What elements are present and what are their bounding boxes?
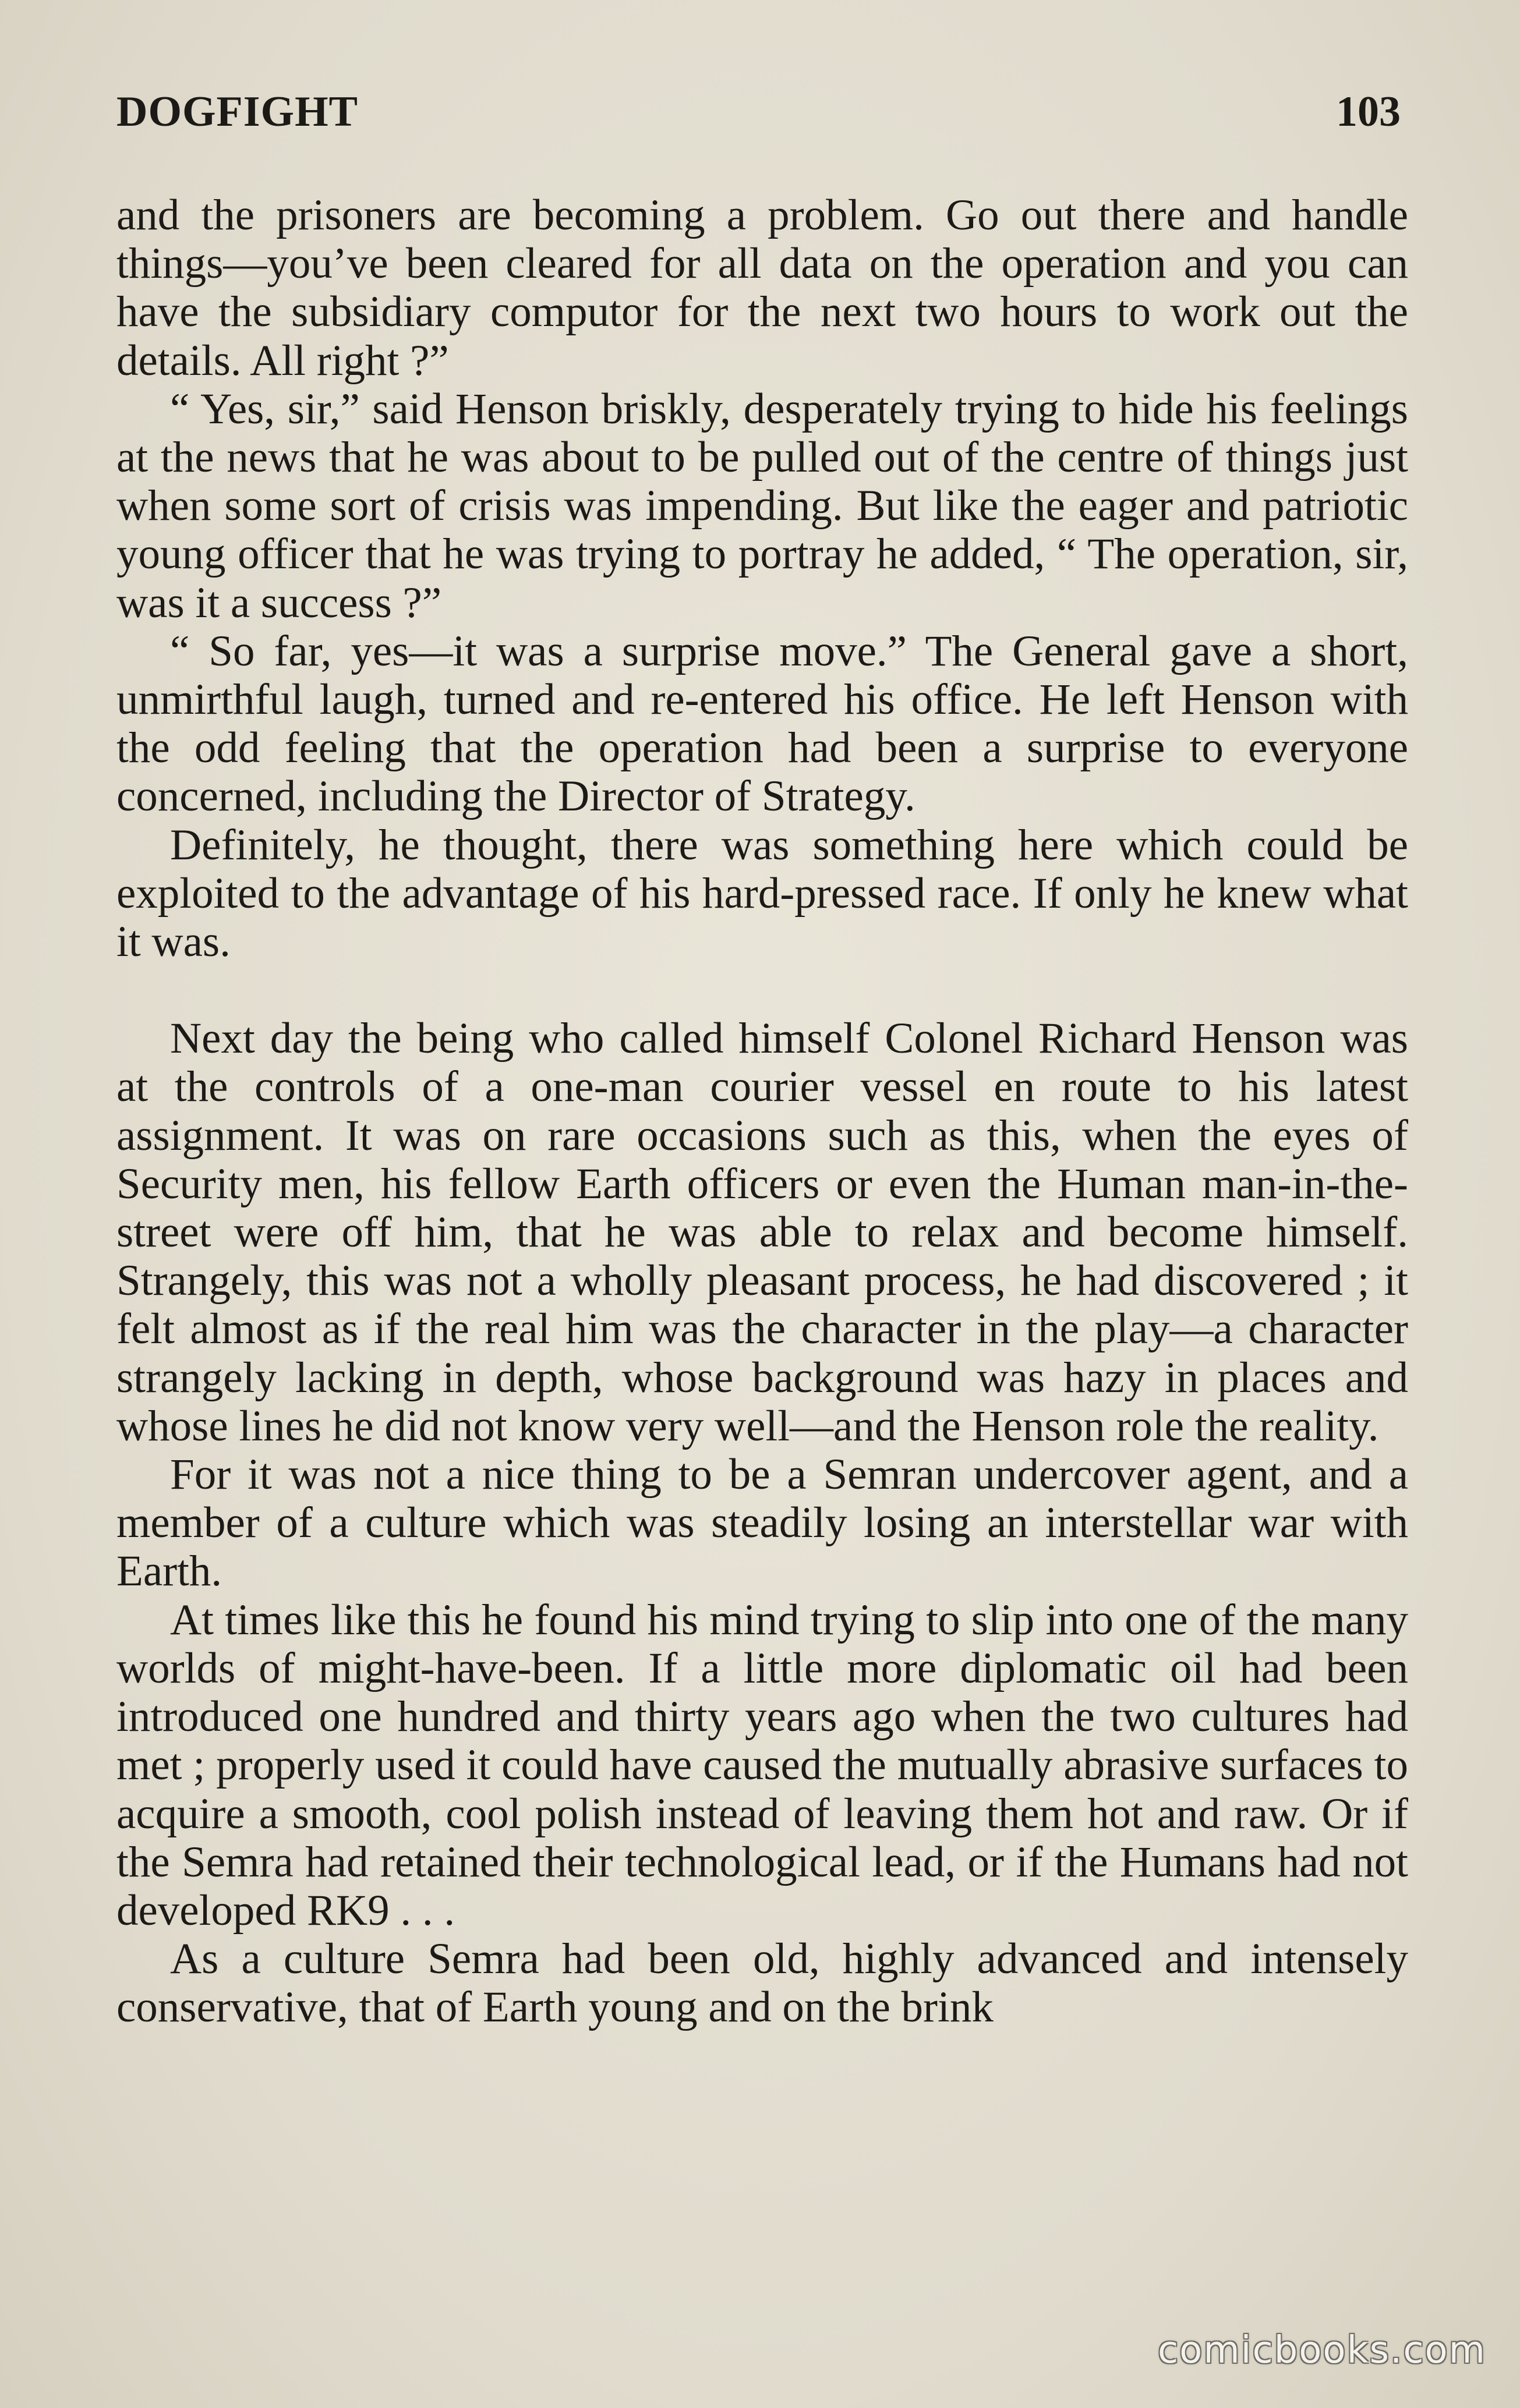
paragraph: and the prisoners are becoming a problem. Go out there and handle things—you’ve been cleared for all data on the operation and you can have the subsidiary computor for the next two hours to work out the details. All right ?” bbox=[116, 191, 1408, 385]
watermark: comicbooks.com bbox=[1157, 2329, 1486, 2372]
paragraph: At times like this he found his mind trying to slip into one of the many worlds of might-have-been. If a little more diplomatic oil had been introduced one hundred and thirty years ago when the two cultures had met ; properly used it could have caused the mutually abrasive surfaces to acquire a smooth, cool polish instead of leaving them hot and raw. Or if the Semra had retained their technological lead, or if the Humans had not developed RK9 . . . bbox=[116, 1595, 1408, 1935]
running-title: DOGFIGHT bbox=[116, 88, 359, 136]
body-text bbox=[116, 191, 1408, 2032]
paragraph: Next day the being who called himself Colonel Richard Henson was at the controls of a one-man courier vessel en route to his latest assignment. It was on rare occasions such as this, when the eyes of Security men, his fellow Earth officers or even the Human man-in-the-street were off him, that he was able to relax and become himself. Strangely, this was not a wholly pleasant process, he had discovered ; it felt almost as if the real him was the character in the play—a character strangely lacking in depth, whose background was hazy in places and whose lines he did not know very well—and the Henson role the reality. bbox=[116, 1014, 1408, 1450]
page-number: 103 bbox=[1336, 88, 1401, 136]
paragraph: “ Yes, sir,” said Henson briskly, desperately trying to hide his feelings at the news that he was about to be pulled out of the centre of things just when some sort of crisis was impending. But like the eager and patriotic young officer that he was trying to portray he added, “ The operation, sir, was it a success ?” bbox=[116, 384, 1408, 627]
paragraph: For it was not a nice thing to be a Semran undercover agent, and a member of a culture which was steadily losing an interstellar war with Earth. bbox=[116, 1450, 1408, 1596]
paragraph: Definitely, he thought, there was something here which could be exploited to the advantage of his hard-pressed race. If only he knew what it was. bbox=[116, 820, 1408, 966]
paragraph: “ So far, yes—it was a surprise move.” The General gave a short, unmirthful laugh, turned and re-entered his office. He left Henson with the odd feeling that the operation had been a surprise to everyone concerned, including the Director of Strategy. bbox=[116, 626, 1408, 821]
section-break bbox=[116, 966, 1408, 1014]
running-head bbox=[116, 87, 1401, 151]
paragraph: As a culture Semra had been old, highly advanced and intensely conservative, that of Earth young and on the brink bbox=[116, 1935, 1408, 2032]
